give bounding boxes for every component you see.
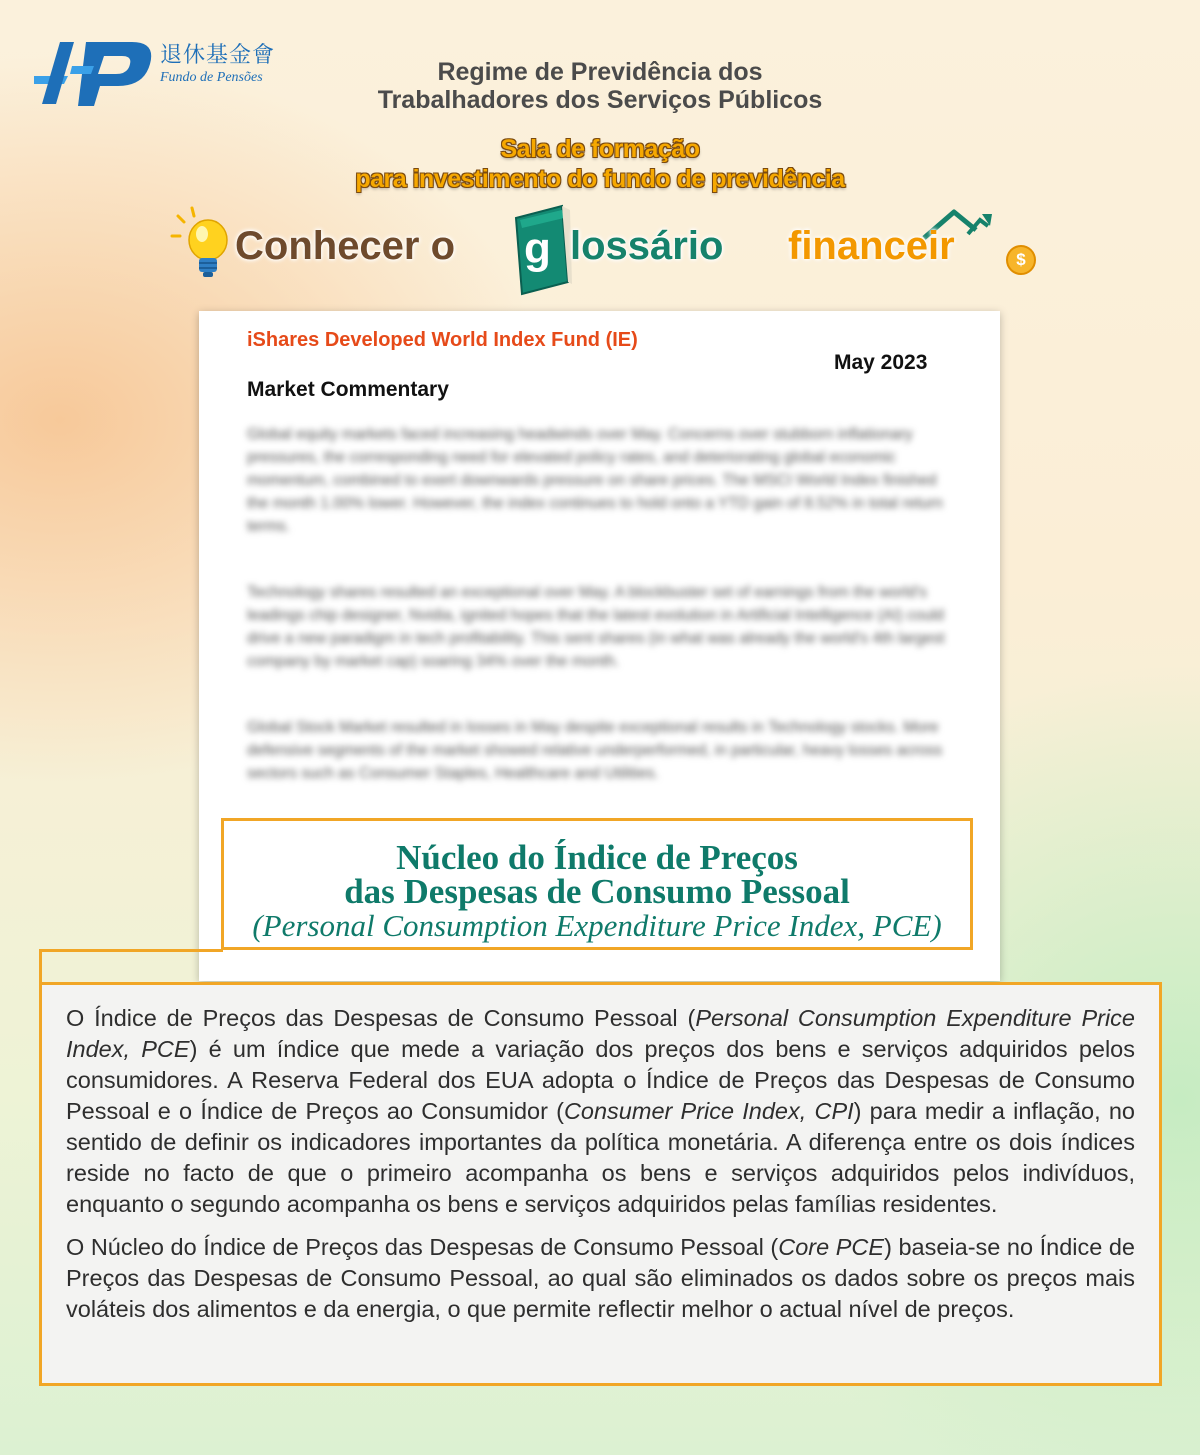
text-run-italic: Consumer Price Index, CPI [563, 1098, 854, 1124]
coin-icon [1006, 245, 1036, 275]
book-icon [510, 204, 574, 296]
headline-conhecer-o: Conhecer o [235, 224, 456, 268]
book-letter-g: g [524, 224, 551, 273]
commentary-paragraph: Global Stock Market resulted in losses in May despite exceptional results in Technology stocks. More defensive segments of the market showed relative underperformed, in particular, heavy losses across sectors such as Consumer Staples, Healthcare and Utilities. [247, 719, 943, 782]
lightbulb-icon [170, 206, 232, 286]
explanation-paragraph-1 [66, 1003, 1135, 1220]
text-run: ) é um índice que mede a variação dos preços dos bens e serviços adquiridos pelos consumidores. A Reserva Federal dos EUA adopta o Índice de Preços das Despesas de Consumo Pessoal e o Índice de Preços ao Consumidor ( [66, 1036, 1136, 1124]
text-run: O Índice de Preços das Despesas de Consumo Pessoal ( [66, 1005, 696, 1031]
org-line-2: Trabalhadores dos Serviços Públicos [377, 86, 823, 114]
text-run: O Núcleo do Índice de Preços das Despesas de Consumo Pessoal ( [66, 1234, 779, 1260]
coin-symbol: $ [1016, 250, 1026, 269]
report-date: May 2023 [834, 351, 928, 374]
headline-glossario: lossário [570, 224, 724, 268]
text-run: ) para medir a inflação, no sentido de definir os indicadores importantes da política monetária. A diferença entre os dois índices reside no facto de que o primeiro acompanha os bens e serviços adquiridos pelos indivíduos, enquanto o segundo acompanha os bens e serviços adquiridos pelas famílias residentes. [66, 1098, 1135, 1217]
decorative-frame-line [39, 949, 223, 952]
fund-name: iShares Developed World Index Fund (IE) [247, 329, 638, 351]
subtitle-line-1: Sala de formação [500, 135, 700, 163]
text-run-italic: Personal Consumption Expenditure Price Index, PCE [66, 1005, 1136, 1062]
commentary-paragraph: Global equity markets faced increasing headwinds over May. Concerns over stubborn inflationary pressures, the corresponding need for elevated policy rates, and deteriorating global economic momentum, combined to exert downwards pressure on share prices. The MSCI World Index finished the month 1.00% lower. However, the index continues to hold onto a YTD gain of 8.52% in total return terms. [247, 426, 943, 535]
commentary-paragraph: Technology shares resulted an exceptional over May. A blockbuster set of earnings from the world's leadings chip designer, Nvidia, ignited hopes that the latest evolution in Artificial Intelligence (AI) could drive a new paradigm in tech profitability. This sent shares (in what was already the world's 4th largest company by market cap) soaring 34% over the month. [247, 584, 945, 670]
text-run: ) baseia-se no Índice de Preços das Despesas de Consumo Pessoal, ao qual são eliminados os dados sobre os preços mais voláteis dos alimentos e da energia, o que permite reflectir melhor o actual nível de preços. [66, 1234, 1135, 1322]
pension-fund-logo-icon [34, 34, 154, 114]
logo-name-zh: 退休基金會 [160, 43, 276, 68]
market-commentary-title: Market Commentary [247, 378, 449, 401]
term-name-pt [224, 838, 970, 911]
logo-name-pt: Fundo de Pensões [160, 70, 263, 85]
term-name-pt-line-2: das Despesas de Consumo Pessoal [344, 872, 850, 911]
org-line-1: Regime de Previdência dos [437, 58, 763, 86]
headline-financeiro: financeir [788, 224, 955, 268]
glossary-headline [160, 198, 1060, 308]
text-run-italic: Core PCE [778, 1234, 885, 1260]
term-name-en: (Personal Consumption Expenditure Price Index, PCE) [252, 908, 942, 943]
term-explanation-box [39, 982, 1162, 1386]
explanation-paragraph-2 [66, 1232, 1135, 1325]
training-room-subtitle [200, 134, 1000, 194]
fund-logo [34, 34, 274, 114]
term-name-pt-line-1: Núcleo do Índice de Preços [396, 838, 798, 877]
term-title-box [221, 818, 973, 950]
organization-title [300, 58, 900, 114]
subtitle-line-2: para investimento do fundo de previdência [355, 165, 845, 193]
